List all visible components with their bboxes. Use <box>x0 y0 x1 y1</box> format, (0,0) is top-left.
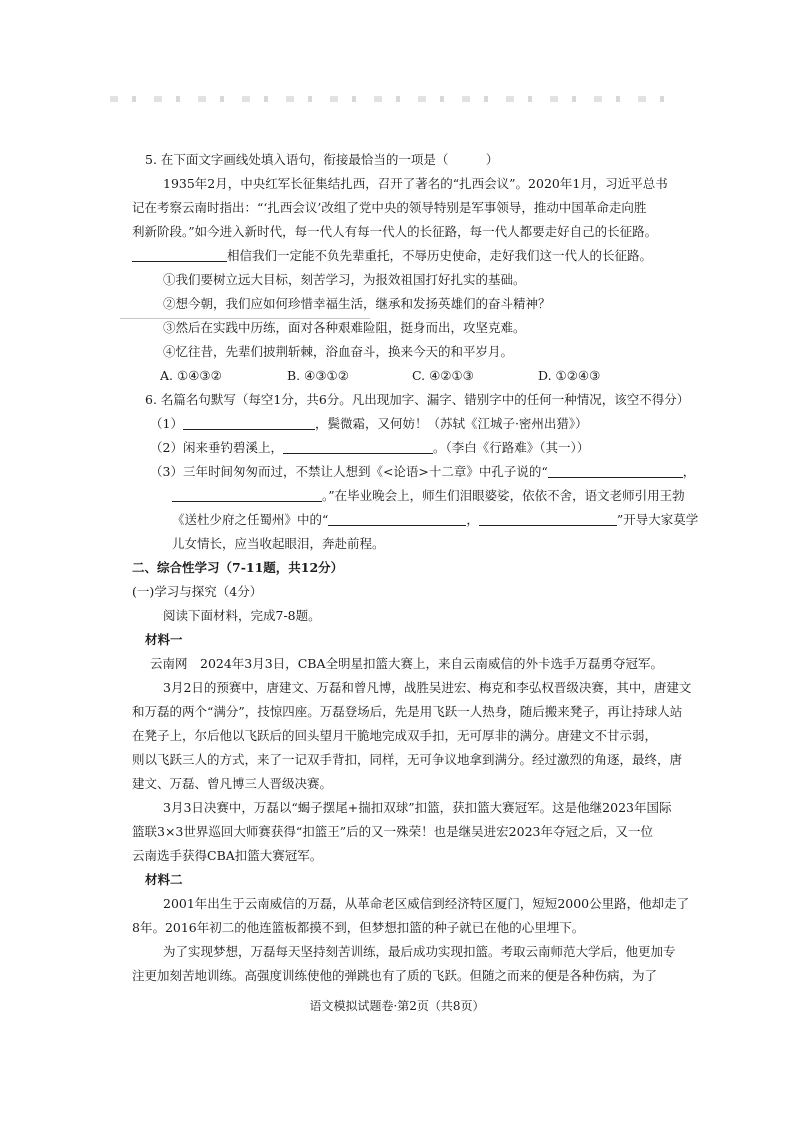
q6-title: 6. 名篇名句默写（每空1分，共6分。凡出现加字、漏字、错别字中的任何一种情况，该空不得分） <box>145 392 690 407</box>
section-2-instruction: 阅读下面材料，完成7-8题。 <box>163 608 321 623</box>
material-1-line: 3月2日的预赛中，唐建文、万磊和曾凡博，战胜吴进宏、梅克和李弘权晋级决赛，其中，唐建文 <box>163 680 692 695</box>
q5-paragraph-line: 1935年2月，中央红军长征集结扎西，召开了著名的“扎西会议”。2020年1月，习近平总书 <box>163 176 668 191</box>
q6-item-2-text: （2）闲来垂钓碧溪上， <box>150 440 283 455</box>
q6-item-3-comma: ， <box>682 464 696 479</box>
material-1-line: 则以飞跃三人的方式，来了一记双手背扣，同样，无可争议地拿到满分。经过激烈的角逐，最终，唐 <box>132 752 683 767</box>
q6-item-2 <box>0 438 794 458</box>
section-2-subtitle: (一)学习与探究（4分） <box>132 584 263 599</box>
material-1-line: 和万磊的两个“满分”，技惊四座。万磊登场后，先是用飞跃一人热身，随后搬来凳子，再让持球人站 <box>132 704 683 719</box>
q6-item-3-text: 《送杜少府之任蜀州》中的“ <box>172 512 329 527</box>
q5-sentence-3: ③然后在实践中历练，面对各种艰难险阻，挺身而出，攻坚克难。 <box>163 320 526 335</box>
q5-sentence-4: ④忆往昔，先辈们披荆斩棘，浴血奋斗，换来今天的和平岁月。 <box>163 344 514 359</box>
fill-blank[interactable] <box>283 439 433 454</box>
page-footer: 语文模拟试题卷·第2页（共8页） <box>309 999 485 1013</box>
material-2-line: 为了实现梦想，万磊每天坚持刻苦训练，最后成功实现扣篮。考取云南师范大学后，他更加专 <box>163 944 676 959</box>
scan-artifact <box>110 96 670 102</box>
material-2-line: 8年。2016年初二的他连篮板都摸不到，但梦想扣篮的种子就已在他的心里埋下。 <box>132 920 585 935</box>
material-1-line: 3月3日决赛中，万磊以“蝎子摆尾+揣扣双球”扣篮，获扣篮大赛冠军。这是他继2023年国际 <box>163 800 672 815</box>
q5-paragraph-line: 记在考察云南时指出：“‘扎西会议’改组了党中央的领导特别是军事领导，推动中国革命走向胜 <box>132 200 647 215</box>
q6-item-2-source: 。（李白《行路难》（其一）） <box>432 440 590 455</box>
section-2-title: 二、综合性学习（7-11题，共12分） <box>132 560 344 575</box>
material-2-line: 注更加刻苦地训练。高强度训练使他的弹跳也有了质的飞跃。但随之而来的便是各种伤病，为了 <box>132 968 658 983</box>
fill-blank[interactable] <box>548 463 683 478</box>
material-1-label: 材料一 <box>145 632 183 647</box>
material-1-line: 篮联3×3世界巡回大师赛获得“扣篮王”后的又一殊荣！也是继吴进宏2023年夺冠之后，又一位 <box>132 824 653 839</box>
fill-blank[interactable] <box>479 511 617 526</box>
choice-a[interactable]: A. ①④③② <box>160 368 222 383</box>
q6-item-3-comma: ， <box>466 512 479 527</box>
material-1-line: 在凳子上，尔后他以飞跃后的回头望月干脆地完成双手扣，无可厚非的满分。唐建文不甘示弱， <box>132 728 658 743</box>
fill-blank[interactable] <box>183 415 315 430</box>
q6-item-3-cont <box>0 510 794 530</box>
fill-blank[interactable] <box>172 487 322 502</box>
choice-d[interactable]: D. ①②④③ <box>538 368 601 383</box>
q5-paragraph-line <box>0 246 794 266</box>
q5-paragraph-line: 利新阶段。”如今进入新时代，每一代人有每一代人的长征路，每一代人都要走好自己的长征路。 <box>132 224 658 239</box>
choice-c[interactable]: C. ④②①③ <box>412 368 474 383</box>
q5-sentence-1: ①我们要树立远大目标，刻苦学习，为报效祖国打好扎实的基础。 <box>163 272 526 287</box>
q6-item-3-cont: 儿女情长，应当收起眼泪，奔赴前程。 <box>172 536 385 551</box>
material-2-line: 2001年出生于云南威信的万磊，从革命老区威信到经济特区厦门，短短2000公里路，他却走了 <box>163 896 690 911</box>
material-1-line: 云南选手获得CBA扣篮大赛冠军。 <box>132 848 323 863</box>
q5-paragraph-text: 相信我们一定能不负先辈重托，不辱历史使命，走好我们这一代人的长征路。 <box>227 248 653 263</box>
q6-item-3-cont <box>0 486 794 506</box>
q5-sentence-2: ②想今朝，我们应如何珍惜幸福生活，继承和发扬英雄们的奋斗精神？ <box>163 296 551 311</box>
fill-blank[interactable] <box>328 511 466 526</box>
q6-item-3 <box>0 462 794 482</box>
q5-title: 5. 在下面文字画线处填入语句，衔接最恰当的一项是（ ） <box>145 152 499 167</box>
q6-item-1 <box>0 414 794 434</box>
material-1-line: 云南网 2024年3月3日，CBA全明星扣篮大赛上，来自云南威信的外卡选手万磊勇夺冠军。 <box>150 656 663 671</box>
q6-item-3-text: 。”在毕业晚会上，师生们泪眼婆娑，依依不舍，语文老师引用王勃 <box>322 488 685 503</box>
q6-item-3-text: ”开导大家莫学 <box>616 512 699 527</box>
choice-b[interactable]: B. ④③①② <box>287 368 349 383</box>
q6-item-1-text: ，鬓微霜，又何妨！（苏轼《江城子·密州出猎》） <box>314 416 588 431</box>
q6-item-3-text: （3）三年时间匆匆而过，不禁让人想到《<论语>十二章》中孔子说的“ <box>150 464 548 479</box>
fill-blank[interactable] <box>132 247 227 262</box>
material-1-line: 建文、万磊、曾凡博三人晋级决赛。 <box>132 776 333 791</box>
q6-item-1-number: （1） <box>150 416 183 431</box>
material-2-label: 材料二 <box>145 872 183 887</box>
